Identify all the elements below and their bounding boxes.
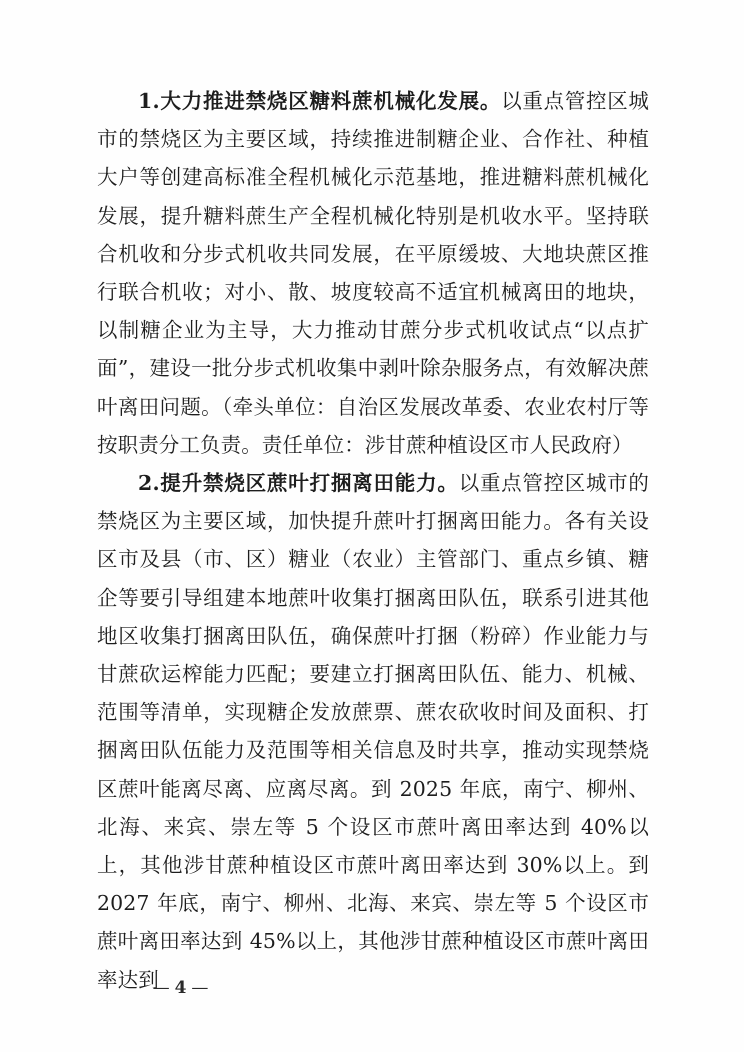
page-content <box>97 82 649 999</box>
section-2-heading: 提升禁烧区蔗叶打捆离田能力。 <box>159 471 459 496</box>
section-2-paragraph <box>97 464 649 999</box>
page-footer-inner <box>153 978 210 998</box>
page-footer <box>0 978 744 998</box>
section-1-body: 以重点管控区城市的禁烧区为主要区域，持续推进制糖企业、合作社、种植大户等创建高标准全程机械化示范基地，推进糖料蔗机械化发展，提升糖料蔗生产全程机械化特别是机收水平。坚持联合机收和分步式机收共同发展，在平原缓坡、大地块蔗区推行联合机收；对小、散、坡度较高不适宜机械离田的地块，以制糖企业为主导，大力推动甘蔗分步式机收试点“以点扩面”，建设一批分步式机收集中剥叶除杂服务点，有效解决蔗叶离田问题。（牵头单位：自治区发展改革委、农业农村厅等按职责分工负责。责任单位：涉甘蔗种植设区市人民政府） <box>97 89 649 457</box>
section-1-paragraph <box>97 82 649 464</box>
section-1-number: 1. <box>138 89 160 113</box>
footer-left-dash: — <box>152 978 171 998</box>
footer-right-dash: — <box>191 978 210 998</box>
section-2-body: 以重点管控区城市的禁烧区为主要区域，加快提升蔗叶打捆离田能力。各有关设区市及县（市、区）糖业（农业）主管部门、重点乡镇、糖企等要引导组建本地蔗叶收集打捆离田队伍，联系引进其他地区收集打捆离田队伍，确保蔗叶打捆（粉碎）作业能力与甘蔗砍运榨能力匹配；要建立打捆离田队伍、能力、机械、范围等清单，实现糖企发放蔗票、蔗农砍收时间及面积、打捆离田队伍能力及范围等相关信息及时共享，推动实现禁烧区蔗叶能离尽离、应离尽离。到 2025 年底，南宁、柳州、北海、来宾、崇左等 5 个设区市蔗叶离田率达到 40%以上，其他涉甘蔗种植设区市蔗叶离田率达到 30%以上。到 2027 年底，南宁、柳州、北海、来宾、崇左等 5 个设区市蔗叶离田率达到 45%以上，其他涉甘蔗种植设区市蔗叶离田率达到 <box>97 471 649 992</box>
section-1-heading: 大力推进禁烧区糖料蔗机械化发展。 <box>159 89 502 113</box>
page-number: 4 <box>174 978 188 998</box>
section-2-number: 2. <box>138 471 160 496</box>
